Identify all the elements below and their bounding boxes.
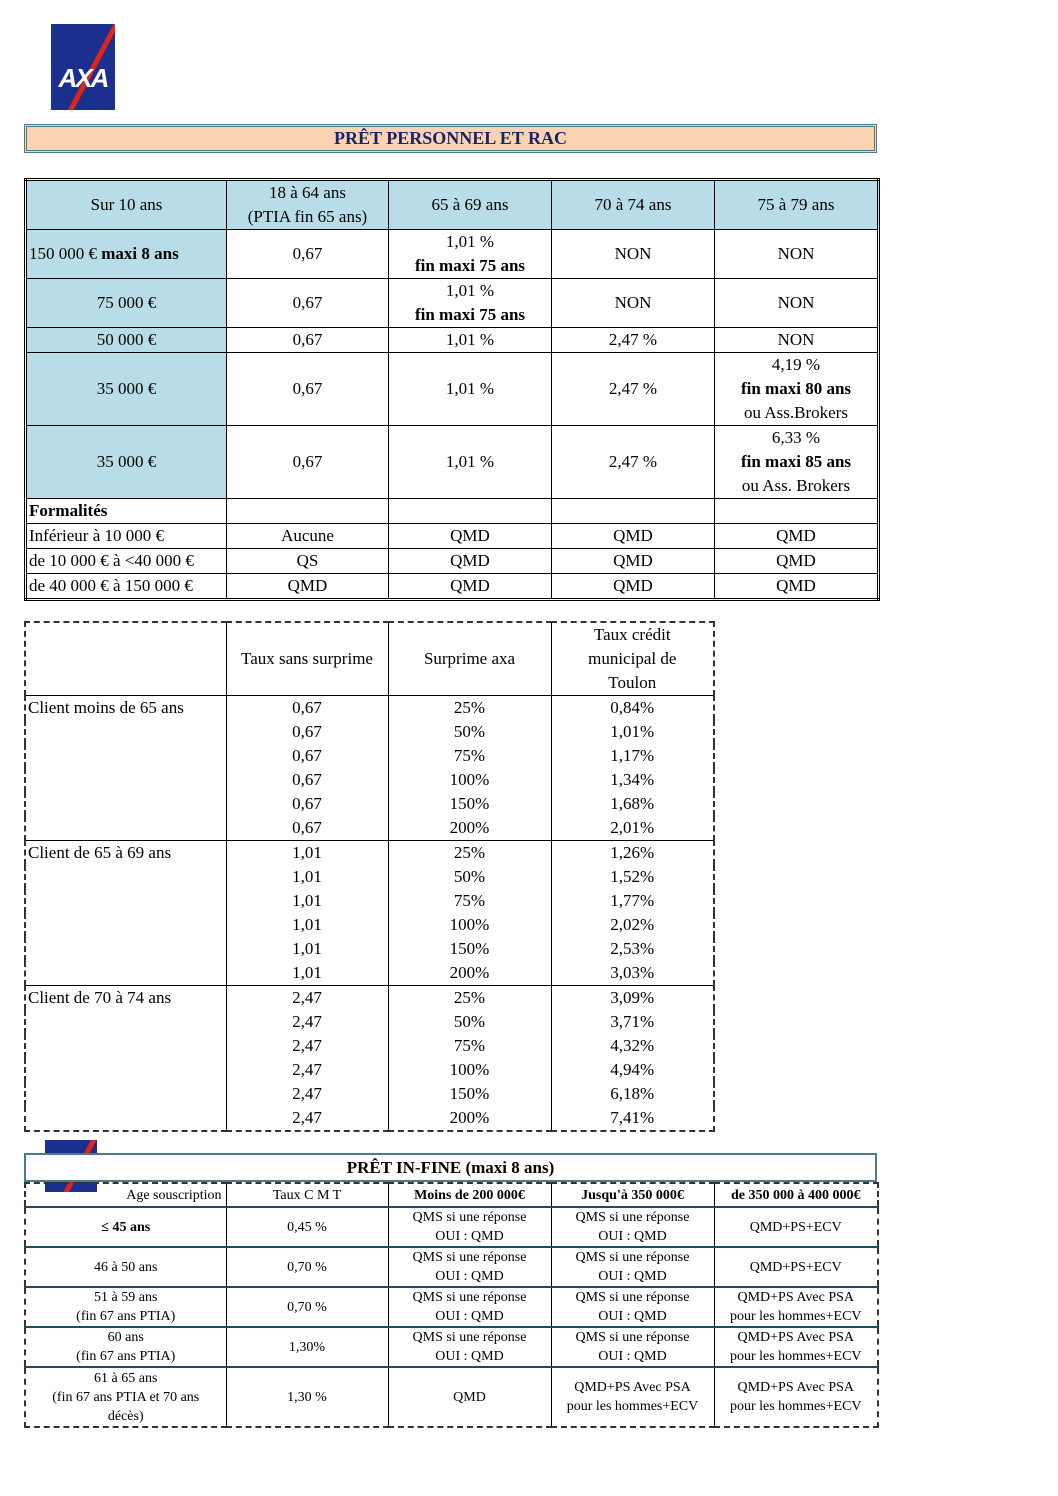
table-row [25,1082,714,1106]
header-cell: Taux sans surprime [226,622,388,696]
table-cell: 25% [388,696,551,721]
table-cell: 0,67 [226,792,388,816]
empty-cell [25,816,226,841]
table-row [25,961,714,986]
table-cell: 6,18% [551,1082,714,1106]
section1-title: PRÊT PERSONNEL ET RAC [24,124,877,153]
table-cell: 1,01 % [389,426,552,499]
table-cell: 100% [388,1058,551,1082]
table-row [25,1034,714,1058]
table-cell [551,1247,714,1287]
table-cell: 3,03% [551,961,714,986]
table-cell: 1,01 [226,937,388,961]
empty-cell [25,1058,226,1082]
empty-cell [25,1010,226,1034]
table-cell: 100% [388,768,551,792]
cell-line: ≤ 45 ans [101,1219,151,1235]
empty-cell [25,1082,226,1106]
table-cell [388,1367,551,1427]
header-cell: Moins de 200 000€ [388,1183,551,1207]
table-cell: 75% [388,1034,551,1058]
table-row [25,841,714,866]
table-cell: 2,47 [226,1034,388,1058]
table-row [25,913,714,937]
formalites-row-label: de 40 000 € à 150 000 € [26,574,227,600]
amount-cell: 150 000 € maxi 8 ans [26,230,227,279]
table-cell: 50% [388,720,551,744]
client-group-label: Client de 65 à 69 ans [25,841,226,866]
age-cell [25,1327,226,1367]
table-row [25,1106,714,1131]
table-cell: 0,67 [226,696,388,721]
table-cell: 2,47 [226,986,388,1011]
cell-line: 61 à 65 ans [94,1370,158,1386]
table-cell: 0,67 [227,328,389,353]
formalites-row [26,524,879,549]
table-row [25,1058,714,1082]
empty-cell [25,1034,226,1058]
table-row [25,1327,878,1367]
pret-in-fine-table [24,1182,879,1428]
rate-cell: 0,70 % [226,1287,388,1327]
table-cell: 1,52% [551,865,714,889]
client-group-label: Client de 70 à 74 ans [25,986,226,1011]
age-cell [25,1287,226,1327]
table-cell: Aucune [227,524,389,549]
table-cell: 2,47 [226,1082,388,1106]
cell-line: OUI : QMD [435,1229,504,1244]
empty-cell [389,499,552,524]
cell-line: QMD+PS+ECV [749,1259,842,1275]
cell-line: OUI : QMD [435,1309,504,1324]
table-cell [714,1287,878,1327]
table-cell: 7,41% [551,1106,714,1131]
table-cell: 150% [388,937,551,961]
table-cell: 1,01 [226,865,388,889]
table-cell: NON [715,328,879,353]
table-cell: 150% [388,792,551,816]
table-cell [714,1207,878,1247]
cell-line: OUI : QMD [435,1349,504,1364]
formalites-row-label: Inférieur à 10 000 € [26,524,227,549]
empty-cell [25,720,226,744]
empty-cell [25,1106,226,1131]
header-cell: 70 à 74 ans [552,180,715,230]
table-cell [551,1207,714,1247]
header-cell: Taux crédit municipal de Toulon [551,622,714,696]
cell-line: QMD+PS Avec PSA [737,1330,855,1345]
table-cell: 1,01 [226,961,388,986]
table-row [25,744,714,768]
table-cell: NON [552,230,715,279]
table-row [26,230,879,279]
table-cell: 4,19 % fin maxi 80 ans ou Ass.Brokers [715,353,879,426]
table-cell: 2,47 % [552,426,715,499]
table-row [25,696,714,721]
table-header-row [25,1183,878,1207]
table-cell: 200% [388,1106,551,1131]
table-cell: 75% [388,744,551,768]
table-cell: 2,53% [551,937,714,961]
cell-line: QMS si une réponse [412,1330,527,1345]
header-cell: Taux C M T [226,1183,388,1207]
table-row [25,1287,878,1327]
table-cell: QMD [389,549,552,574]
table-cell: QMD [715,549,879,574]
table-cell: QMD [389,524,552,549]
table-cell: 2,47 [226,1106,388,1131]
table-cell: 1,77% [551,889,714,913]
table-cell: 1,01 % fin maxi 75 ans [389,230,552,279]
table-header-row [25,622,714,696]
header-cell: 75 à 79 ans [715,180,879,230]
table-cell: 0,67 [227,230,389,279]
cell-line: pour les hommes+ECV [729,1309,862,1324]
rate-cell: 0,45 % [226,1207,388,1247]
table-row [26,328,879,353]
empty-cell [25,768,226,792]
table-cell: 0,67 [227,353,389,426]
header-cell: Sur 10 ans [26,180,227,230]
table-cell: 0,67 [227,279,389,328]
cell-line: QMS si une réponse [575,1330,690,1345]
header-cell: Surprime axa [388,622,551,696]
table-cell: QMD [715,574,879,600]
cell-line: OUI : QMD [435,1269,504,1284]
table-cell: 50% [388,865,551,889]
formalites-row-label: de 10 000 € à <40 000 € [26,549,227,574]
cell-line: décès) [107,1408,144,1424]
formalites-row [26,574,879,600]
table-row [25,792,714,816]
cell-line: pour les hommes+ECV [566,1399,699,1414]
table-cell: 6,33 % fin maxi 85 ans ou Ass. Brokers [715,426,879,499]
table-cell: 1,68% [551,792,714,816]
cell-line: QMS si une réponse [575,1210,690,1225]
cell-line: 46 à 50 ans [94,1259,158,1275]
cell-line: 60 ans [107,1330,144,1345]
table-row [26,353,879,426]
empty-cell [25,865,226,889]
table-cell: QMD [552,574,715,600]
table-cell: QMD [552,549,715,574]
table-cell: 2,02% [551,913,714,937]
header-cell: de 350 000 à 400 000€ [714,1183,878,1207]
table-cell [714,1327,878,1367]
table-cell: 1,01 % [389,353,552,426]
rate-cell: 0,70 % [226,1247,388,1287]
table-cell: 150% [388,1082,551,1106]
cell-line: OUI : QMD [598,1229,667,1244]
table-cell: 100% [388,913,551,937]
header-cell: Age souscription [25,1183,226,1207]
table-row [25,986,714,1011]
table-row [26,426,879,499]
table-cell [551,1327,714,1367]
table-cell [551,1287,714,1327]
empty-cell [227,499,389,524]
table-cell: 2,01% [551,816,714,841]
cell-line: QMS si une réponse [575,1290,690,1305]
table-cell: NON [715,230,879,279]
cell-line: QMD+PS Avec PSA [574,1380,691,1395]
formalites-row [26,549,879,574]
table-cell: 1,34% [551,768,714,792]
header-cell: 18 à 64 ans (PTIA fin 65 ans) [227,180,389,230]
table-cell: 50% [388,1010,551,1034]
table-row [25,1367,878,1427]
table-cell: 200% [388,961,551,986]
table-cell: 4,94% [551,1058,714,1082]
cell-line: pour les hommes+ECV [729,1399,862,1414]
table-row [25,1010,714,1034]
table-cell: QMD [552,524,715,549]
rate-cell: 1,30 % [226,1367,388,1427]
axa-logo-small: AXA [45,1140,97,1192]
table-cell: 1,01 [226,889,388,913]
table-cell [388,1207,551,1247]
table-cell: 0,67 [226,768,388,792]
pret-personnel-table [24,178,880,601]
rate-cell: 1,30% [226,1327,388,1367]
header-cell [25,622,226,696]
amount-cell: 35 000 € [26,353,227,426]
table-cell: 1,17% [551,744,714,768]
cell-line: OUI : QMD [598,1309,667,1324]
table-cell: 25% [388,986,551,1011]
table-cell: 2,47 % [552,353,715,426]
table-row [25,937,714,961]
empty-cell [25,889,226,913]
cell-line: QMD [453,1389,486,1405]
table-cell: 0,84% [551,696,714,721]
client-group-label: Client moins de 65 ans [28,698,184,717]
empty-cell [25,937,226,961]
table-header-row [26,180,879,230]
table-cell: 75% [388,889,551,913]
table-cell: 1,01 % [389,328,552,353]
table-cell: 0,67 [227,426,389,499]
table-cell: QMD [389,574,552,600]
table-cell: 25% [388,841,551,866]
table-row [25,865,714,889]
cell-line: QMD+PS Avec PSA [737,1290,855,1305]
table-cell: 2,47 [226,1058,388,1082]
table-cell [714,1367,878,1427]
table-cell: NON [715,279,879,328]
cell-line: QMD+PS+ECV [749,1219,842,1235]
table-cell: 1,01 [226,841,388,866]
empty-cell [25,792,226,816]
header-cell: 65 à 69 ans [389,180,552,230]
table-cell: 0,67 [226,744,388,768]
table-cell [388,1287,551,1327]
table-cell: 3,71% [551,1010,714,1034]
table-cell [551,1367,714,1427]
table-cell: QMD [715,524,879,549]
table-cell: 200% [388,816,551,841]
empty-cell [552,499,715,524]
formalites-heading-row [26,499,879,524]
section3-title: PRÊT IN-FINE (maxi 8 ans) [24,1153,877,1182]
cell-line: QMS si une réponse [412,1210,527,1225]
age-cell [25,1247,226,1287]
empty-cell [715,499,879,524]
header-cell: Jusqu'à 350 000€ [551,1183,714,1207]
table-row [25,1247,878,1287]
table-row [25,889,714,913]
cell-line: (fin 67 ans PTIA) [76,1309,176,1324]
cell-line: (fin 67 ans PTIA et 70 ans [52,1389,200,1405]
age-cell [25,1207,226,1247]
formalites-label: Formalités [26,499,227,524]
table-cell [388,1327,551,1367]
age-cell [25,1367,226,1427]
empty-cell [25,913,226,937]
surprime-table [24,621,715,1132]
table-cell [388,1247,551,1287]
cell-line: pour les hommes+ECV [729,1349,862,1364]
table-cell: 0,67 [226,816,388,841]
table-cell: 1,01 [226,913,388,937]
amount-cell: 35 000 € [26,426,227,499]
table-row [26,279,879,328]
table-row [25,720,714,744]
table-cell: 3,09% [551,986,714,1011]
table-cell: NON [552,279,715,328]
table-cell: 1,01 % fin maxi 75 ans [389,279,552,328]
cell-line: QMD+PS Avec PSA [737,1380,855,1395]
cell-line: (fin 67 ans PTIA) [76,1349,176,1364]
empty-cell [25,744,226,768]
table-cell: 1,01% [551,720,714,744]
cell-line: 51 à 59 ans [94,1290,158,1305]
table-cell: 2,47 [226,1010,388,1034]
amount-cell: 50 000 € [26,328,227,353]
table-cell: 0,67 [226,720,388,744]
table-cell: 4,32% [551,1034,714,1058]
cell-line: QMS si une réponse [575,1250,690,1265]
table-row [25,816,714,841]
table-cell: 1,26% [551,841,714,866]
empty-cell [25,961,226,986]
table-cell [714,1247,878,1287]
cell-line: OUI : QMD [598,1269,667,1284]
table-row [25,768,714,792]
cell-line: QMS si une réponse [412,1250,527,1265]
table-cell: QMD [227,574,389,600]
axa-logo: AXA [51,24,115,110]
table-row [25,1207,878,1247]
table-cell: QS [227,549,389,574]
cell-line: QMS si une réponse [412,1290,527,1305]
cell-line: OUI : QMD [598,1349,667,1364]
amount-cell: 75 000 € [26,279,227,328]
table-cell: 2,47 % [552,328,715,353]
